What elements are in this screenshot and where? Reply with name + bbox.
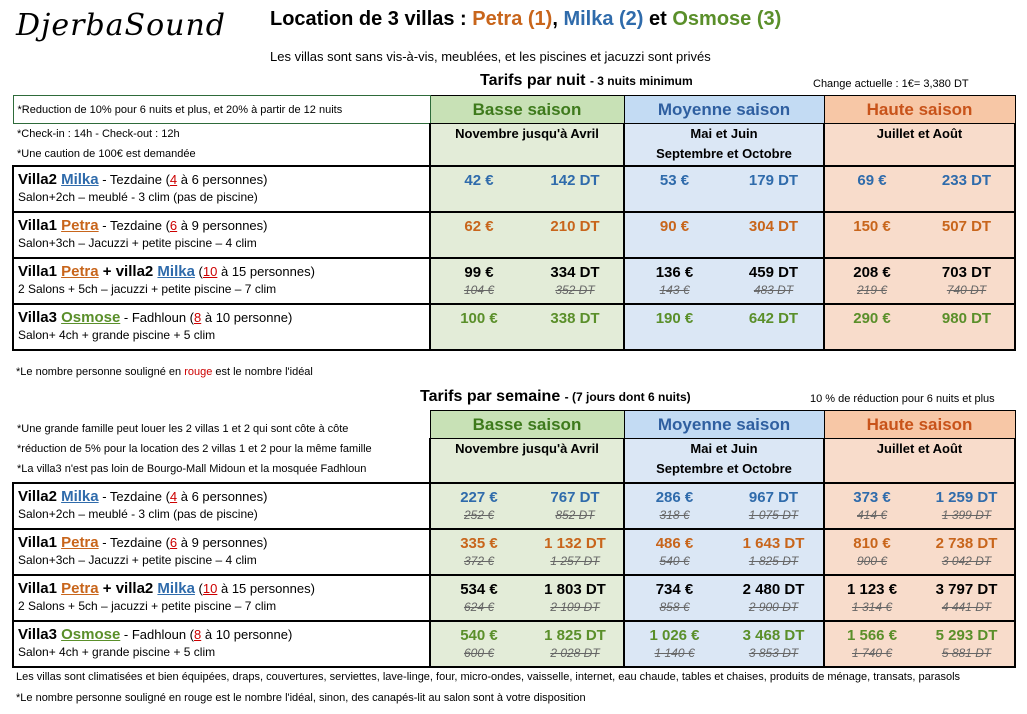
price-h: 810 € 900 € — [824, 529, 919, 575]
week-header-moyenne: Moyenne saison — [624, 411, 824, 439]
price-b: 534 € 624 € — [430, 575, 527, 621]
price-b: 142 DT — [527, 166, 624, 212]
week-note-family: *Une grande famille peut louer les 2 villas 1 et 2 qui sont côte à côte — [17, 422, 349, 435]
night-range-haute: Juillet et Août — [824, 124, 1015, 166]
price-row — [13, 529, 1015, 575]
ideal-capacity: 8 — [194, 626, 202, 642]
price-h: 69 € — [824, 166, 919, 212]
week-header-basse: Basse saison — [430, 411, 624, 439]
villa-description: Salon+2ch – meublé - 3 clim (pas de piscine) — [18, 506, 258, 521]
night-price-table — [12, 95, 1016, 351]
price-row — [13, 258, 1015, 304]
night-section-title: Tarifs par nuit - 3 nuits minimum — [480, 72, 693, 89]
night-header-haute: Haute saison — [824, 96, 1015, 124]
price-h: 3 797 DT 4 441 DT — [919, 575, 1015, 621]
price-b: 334 DT 352 DT — [527, 258, 624, 304]
villa-name: Villa1 Petra - Tezdaine (6 à 9 personnes) — [18, 216, 268, 234]
price-m: 967 DT 1 075 DT — [724, 483, 824, 529]
price-m: 286 € 318 € — [624, 483, 724, 529]
price-b: 210 DT — [527, 212, 624, 258]
night-footnote: *Le nombre personne souligné en rouge est le nombre l'idéal — [16, 366, 313, 378]
week-range-haute: Juillet et Août — [824, 439, 1015, 483]
night-header-moyenne: Moyenne saison — [624, 96, 824, 124]
villa-name: Villa1 Petra + villa2 Milka (10 à 15 personnes) — [18, 262, 315, 280]
price-row — [13, 575, 1015, 621]
price-b: 99 € 104 € — [430, 258, 527, 304]
price-b: 335 € 372 € — [430, 529, 527, 575]
price-h: 208 € 219 € — [824, 258, 919, 304]
price-b: 100 € — [430, 304, 527, 350]
price-b: 1 132 DT 1 257 DT — [527, 529, 624, 575]
villa-description: Salon+ 4ch + grande piscine + 5 clim — [18, 644, 216, 659]
logo: DjerbaSound — [16, 8, 226, 43]
price-h: 703 DT 740 DT — [919, 258, 1015, 304]
price-m: 190 € — [624, 304, 724, 350]
ideal-capacity: 8 — [194, 309, 202, 325]
price-m: 1 026 € 1 140 € — [624, 621, 724, 667]
page-subtitle: Les villas sont sans vis-à-vis, meublées, et les piscines et jacuzzi sont privés — [270, 49, 711, 64]
price-m: 734 € 858 € — [624, 575, 724, 621]
price-row — [13, 212, 1015, 258]
price-row — [13, 166, 1015, 212]
price-m: 3 468 DT 3 853 DT — [724, 621, 824, 667]
week-header-haute: Haute saison — [824, 411, 1015, 439]
footer-note: *Le nombre personne souligné en rouge est le nombre l'idéal, sinon, des canapés-lit au salon sont à votre disposition — [16, 692, 586, 704]
villa-description: Salon+3ch – Jacuzzi + petite piscine – 4 clim — [18, 235, 257, 250]
price-h: 2 738 DT 3 042 DT — [919, 529, 1015, 575]
villa-cell — [13, 621, 430, 667]
title-petra: Petra (1) — [472, 8, 553, 30]
price-m: 2 480 DT 2 900 DT — [724, 575, 824, 621]
price-b: 1 803 DT 2 109 DT — [527, 575, 624, 621]
exchange-rate: Change actuelle : 1€= 3,380 DT — [813, 78, 969, 90]
price-m: 136 € 143 € — [624, 258, 724, 304]
villa-name: Villa1 Petra + villa2 Milka (10 à 15 personnes) — [18, 579, 315, 597]
price-m: 53 € — [624, 166, 724, 212]
price-h: 233 DT — [919, 166, 1015, 212]
title-osmose: Osmose (3) — [672, 8, 782, 30]
night-note-checkin: *Check-in : 14h - Check-out : 12h — [17, 128, 180, 140]
villa-description: Salon+3ch – Jacuzzi + petite piscine – 4 clim — [18, 552, 257, 567]
ideal-capacity: 10 — [202, 580, 218, 596]
night-note-reduction: *Reduction de 10% pour 6 nuits et plus, et 20% à partir de 12 nuits — [13, 96, 430, 124]
villa-cell — [13, 212, 430, 258]
villa-description: Salon+ 4ch + grande piscine + 5 clim — [18, 327, 216, 342]
villa-name: Villa2 Milka - Tezdaine (4 à 6 personnes) — [18, 170, 268, 188]
price-b: 62 € — [430, 212, 527, 258]
price-m: 1 643 DT 1 825 DT — [724, 529, 824, 575]
price-b: 1 825 DT 2 028 DT — [527, 621, 624, 667]
ideal-capacity: 10 — [202, 263, 218, 279]
villa-name: Villa3 Osmose - Fadhloun (8 à 10 personne) — [18, 625, 293, 643]
title-milka: Milka (2) — [563, 8, 644, 30]
ideal-capacity: 6 — [169, 217, 178, 233]
week-discount: 10 % de réduction pour 6 nuits et plus — [810, 393, 995, 405]
ideal-capacity: 4 — [169, 171, 178, 187]
price-m: 459 DT 483 DT — [724, 258, 824, 304]
week-range-moyenne: Mai et Juin Septembre et Octobre — [624, 439, 824, 483]
price-h: 373 € 414 € — [824, 483, 919, 529]
villa-description: 2 Salons + 5ch – jacuzzi + petite piscine – 7 clim — [18, 281, 277, 296]
villa-cell — [13, 575, 430, 621]
price-b: 227 € 252 € — [430, 483, 527, 529]
price-row — [13, 483, 1015, 529]
ideal-capacity: 4 — [169, 488, 178, 504]
week-note-reduction: *réduction de 5% pour la location des 2 villas 1 et 2 pour la même famille — [17, 442, 372, 455]
price-m: 486 € 540 € — [624, 529, 724, 575]
footer-equipment: Les villas sont climatisées et bien équipées, draps, couvertures, serviettes, lave-linge, four, micro-ondes, vaisselle, internet, eau chaude, tables et chaises, produits de ménage, transats, parasols — [16, 671, 961, 683]
price-h: 150 € — [824, 212, 919, 258]
price-h: 290 € — [824, 304, 919, 350]
villa-name: Villa1 Petra - Tezdaine (6 à 9 personnes) — [18, 533, 268, 551]
price-row — [13, 621, 1015, 667]
villa-cell — [13, 529, 430, 575]
villa-description: Salon+2ch – meublé - 3 clim (pas de piscine) — [18, 189, 258, 204]
night-range-basse: Novembre jusqu'à Avril — [430, 124, 624, 166]
price-m: 179 DT — [724, 166, 824, 212]
villa-cell — [13, 304, 430, 350]
week-section-title: Tarifs par semaine - (7 jours dont 6 nuits) — [420, 388, 691, 405]
price-m: 90 € — [624, 212, 724, 258]
price-b: 767 DT 852 DT — [527, 483, 624, 529]
page-title: Location de 3 villas : Petra (1), Milka (2) et Osmose (3) — [270, 8, 782, 30]
villa-name: Villa2 Milka - Tezdaine (4 à 6 personnes) — [18, 487, 268, 505]
villa-cell — [13, 166, 430, 212]
villa-name: Villa3 Osmose - Fadhloun (8 à 10 personne) — [18, 308, 293, 326]
night-header-basse: Basse saison — [430, 96, 624, 124]
week-range-basse: Novembre jusqu'à Avril — [430, 439, 624, 483]
price-h: 980 DT — [919, 304, 1015, 350]
price-b: 540 € 600 € — [430, 621, 527, 667]
night-range-moyenne: Mai et Juin Septembre et Octobre — [624, 124, 824, 166]
price-b: 338 DT — [527, 304, 624, 350]
ideal-capacity: 6 — [169, 534, 178, 550]
price-h: 1 259 DT 1 399 DT — [919, 483, 1015, 529]
price-m: 304 DT — [724, 212, 824, 258]
price-h: 507 DT — [919, 212, 1015, 258]
price-m: 642 DT — [724, 304, 824, 350]
price-h: 1 566 € 1 740 € — [824, 621, 919, 667]
price-row — [13, 304, 1015, 350]
night-note-caution: *Une caution de 100€ est demandée — [17, 148, 196, 160]
villa-cell — [13, 258, 430, 304]
price-b: 42 € — [430, 166, 527, 212]
villa-description: 2 Salons + 5ch – jacuzzi + petite piscine – 7 clim — [18, 598, 277, 613]
week-note-villa3: *La villa3 n'est pas loin de Bourgo-Mall Midoun et la mosquée Fadhloun — [17, 462, 367, 475]
price-h: 1 123 € 1 314 € — [824, 575, 919, 621]
week-price-table — [12, 410, 1016, 668]
villa-cell — [13, 483, 430, 529]
price-h: 5 293 DT 5 881 DT — [919, 621, 1015, 667]
